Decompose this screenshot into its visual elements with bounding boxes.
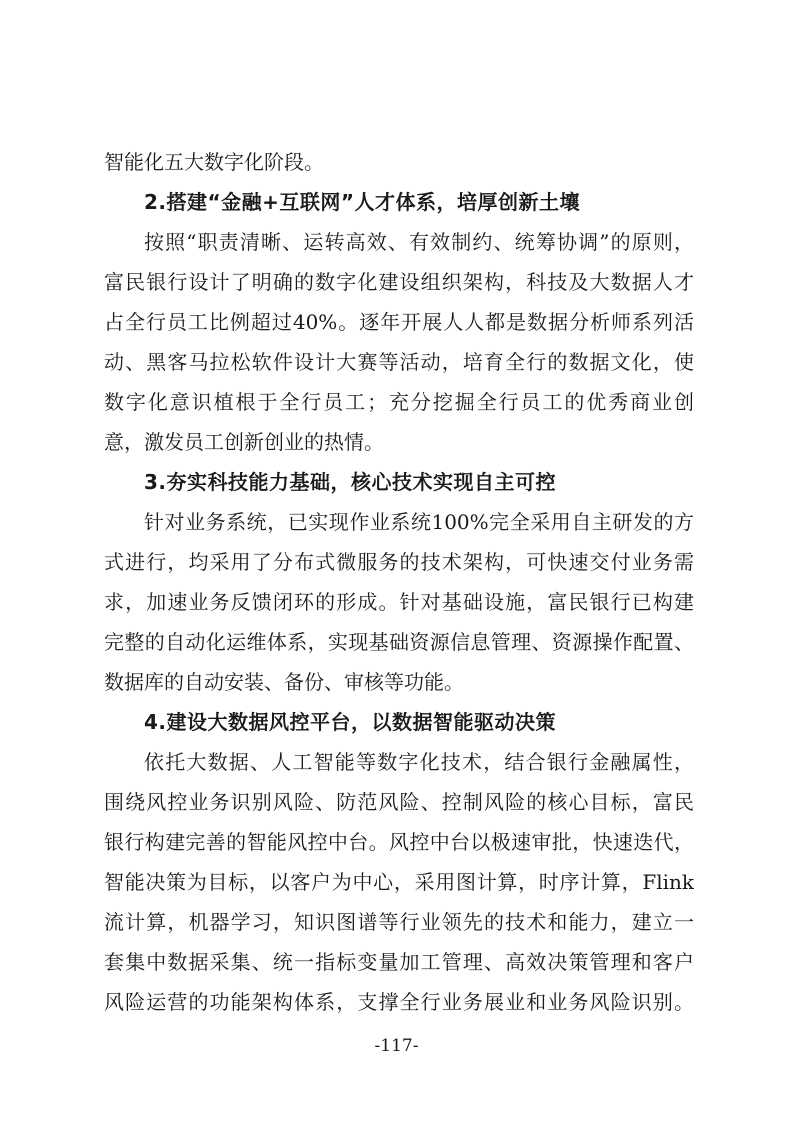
paragraph-line: 占全行员工比例超过40%。逐年开展人人都是数据分析师系列活: [104, 310, 694, 334]
section-heading: 2.搭建“金融+互联网”人才体系，培厚创新土壤: [144, 190, 581, 214]
paragraph-line: 针对业务系统，已实现作业系统100%完全采用自主研发的方: [144, 510, 694, 534]
paragraph-line: 流计算，机器学习，知识图谱等行业领先的技术和能力，建立一: [104, 910, 694, 934]
page-number: -117-: [374, 1036, 419, 1056]
section-heading: 3.夯实科技能力基础，核心技术实现自主可控: [144, 470, 557, 494]
paragraph-line: 按照“职责清晰、运转高效、有效制约、统筹协调”的原则，: [144, 230, 694, 254]
paragraph-line: 套集中数据采集、统一指标变量加工管理、高效决策管理和客户: [104, 950, 694, 974]
paragraph-line: 完整的自动化运维体系，实现基础资源信息管理、资源操作配置、: [104, 630, 694, 654]
paragraph-line: 依托大数据、人工智能等数字化技术，结合银行金融属性，: [144, 750, 694, 774]
paragraph-line: 动、黑客马拉松软件设计大赛等活动，培育全行的数据文化，使: [104, 350, 694, 374]
paragraph-line: 风险运营的功能架构体系，支撑全行业务展业和业务风险识别。: [104, 990, 694, 1014]
paragraph-line: 围绕风控业务识别风险、防范风险、控制风险的核心目标，富民: [104, 790, 694, 814]
paragraph-line: 意，激发员工创新创业的热情。: [104, 430, 384, 454]
paragraph-line: 智能化五大数字化阶段。: [104, 150, 324, 174]
paragraph-line: 数据库的自动安装、备份、审核等功能。: [104, 670, 464, 694]
paragraph-line: 求，加速业务反馈闭环的形成。针对基础设施，富民银行已构建: [104, 590, 694, 614]
paragraph-line: 数字化意识植根于全行员工；充分挖掘全行员工的优秀商业创: [104, 390, 694, 414]
paragraph-line: 智能决策为目标，以客户为中心，采用图计算，时序计算，Flink: [104, 870, 694, 894]
paragraph-line: 富民银行设计了明确的数字化建设组织架构，科技及大数据人才: [104, 270, 694, 294]
section-heading: 4.建设大数据风控平台，以数据智能驱动决策: [144, 710, 557, 734]
paragraph-line: 银行构建完善的智能风控中台。风控中台以极速审批，快速迭代，: [104, 830, 694, 854]
paragraph-line: 式进行，均采用了分布式微服务的技术架构，可快速交付业务需: [104, 550, 694, 574]
document-body: [104, 142, 694, 1022]
